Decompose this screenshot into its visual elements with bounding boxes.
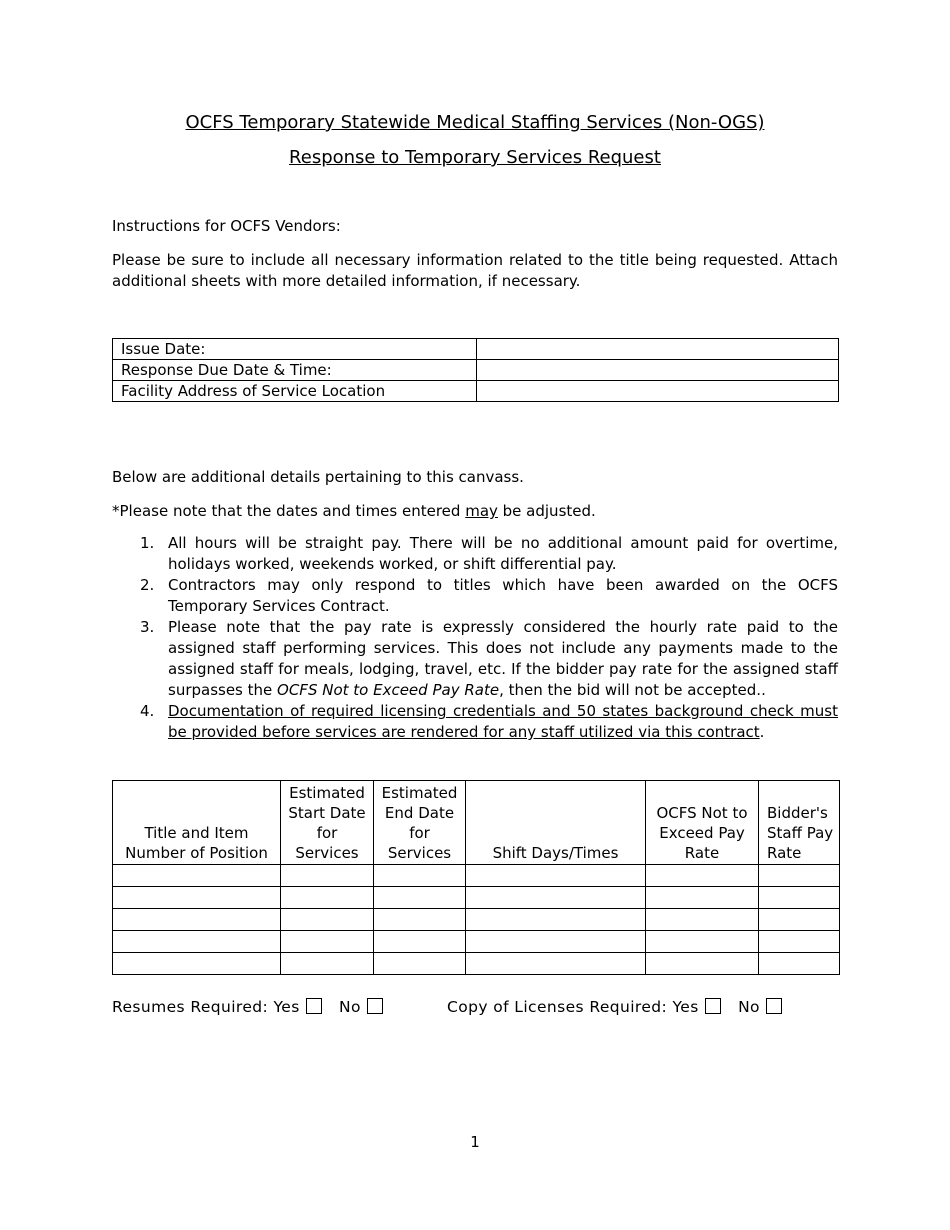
- note-text: All hours will be straight pay. There will be no additional amount paid for overtime, holidays worked, weekends worked, or shift differential pay.: [168, 534, 838, 573]
- resumes-required: [112, 996, 385, 1018]
- list-number: 1.: [140, 534, 155, 552]
- licenses-no-checkbox[interactable]: [766, 998, 782, 1014]
- table-cell[interactable]: [466, 865, 646, 887]
- table-cell[interactable]: [374, 931, 466, 953]
- licenses-required-label: Copy of Licenses Required:: [447, 998, 668, 1016]
- table-cell[interactable]: [759, 953, 840, 975]
- table-cell[interactable]: [281, 953, 374, 975]
- table-cell[interactable]: [646, 953, 759, 975]
- table-cell[interactable]: [646, 865, 759, 887]
- note-underlined-text: Documentation of required licensing credentials and 50 states background check must be provided before services are rendered for any staff utilized via this contract: [168, 702, 838, 741]
- list-item: [112, 617, 838, 701]
- issue-date-field[interactable]: [477, 339, 839, 360]
- details-intro: Below are additional details pertaining to this canvass.: [112, 468, 524, 486]
- note-italic-term: OCFS Not to Exceed Pay Rate: [277, 681, 500, 699]
- table-cell[interactable]: [374, 865, 466, 887]
- no-label: No: [738, 998, 760, 1016]
- list-item: [112, 701, 838, 743]
- resumes-yes-checkbox[interactable]: [306, 998, 322, 1014]
- table-cell[interactable]: [646, 931, 759, 953]
- resumes-no-checkbox[interactable]: [367, 998, 383, 1014]
- note-text-after: , then the bid will not be accepted..: [499, 681, 766, 699]
- table-cell[interactable]: [759, 931, 840, 953]
- note-text-after: .: [759, 723, 765, 741]
- table-cell[interactable]: [759, 865, 840, 887]
- table-row: [113, 909, 840, 931]
- response-due-field[interactable]: [477, 360, 839, 381]
- resumes-required-label: Resumes Required:: [112, 998, 269, 1016]
- document-title: OCFS Temporary Statewide Medical Staffing Services (Non-OGS): [185, 112, 765, 133]
- table-cell[interactable]: [646, 887, 759, 909]
- page-number: 1: [470, 1133, 480, 1151]
- table-cell[interactable]: [281, 887, 374, 909]
- issue-date-label: Issue Date:: [113, 339, 477, 360]
- col-shift-days: Shift Days/Times: [466, 781, 646, 865]
- list-number: 4.: [140, 702, 155, 720]
- table-cell[interactable]: [759, 887, 840, 909]
- licenses-yes-checkbox[interactable]: [705, 998, 721, 1014]
- facility-address-field[interactable]: [477, 381, 839, 402]
- col-start-date: Estimated Start Date for Services: [281, 781, 374, 865]
- table-cell[interactable]: [113, 909, 281, 931]
- table-cell[interactable]: [281, 931, 374, 953]
- table-cell[interactable]: [466, 887, 646, 909]
- col-ocfs-pay-rate: OCFS Not to Exceed Pay Rate: [646, 781, 759, 865]
- request-info-table: [112, 338, 839, 402]
- list-item: [112, 575, 838, 617]
- col-bidder-pay-rate: Bidder's Staff Pay Rate: [759, 781, 840, 865]
- table-row: [113, 887, 840, 909]
- table-cell[interactable]: [113, 953, 281, 975]
- licenses-required: [447, 996, 784, 1018]
- table-cell[interactable]: [466, 931, 646, 953]
- table-cell[interactable]: [281, 865, 374, 887]
- table-cell[interactable]: [466, 909, 646, 931]
- positions-table: [112, 780, 840, 975]
- dates-note: [112, 501, 838, 522]
- table-cell[interactable]: [374, 953, 466, 975]
- no-label: No: [339, 998, 361, 1016]
- table-row: [113, 381, 839, 402]
- table-row: [113, 931, 840, 953]
- note-text: Contractors may only respond to titles which have been awarded on the OCFS Temporary Services Contract.: [168, 576, 838, 615]
- table-row: [113, 339, 839, 360]
- table-row: [113, 953, 840, 975]
- table-cell[interactable]: [113, 865, 281, 887]
- col-end-date: Estimated End Date for Services: [374, 781, 466, 865]
- table-cell[interactable]: [113, 931, 281, 953]
- list-number: 2.: [140, 576, 155, 594]
- notes-list: [112, 533, 838, 743]
- response-due-label: Response Due Date & Time:: [113, 360, 477, 381]
- table-cell[interactable]: [374, 909, 466, 931]
- dates-note-suffix: be adjusted.: [497, 502, 596, 520]
- list-number: 3.: [140, 618, 155, 636]
- dates-note-emphasis: may: [465, 502, 498, 520]
- table-row: [113, 360, 839, 381]
- table-cell[interactable]: [646, 909, 759, 931]
- table-cell[interactable]: [281, 909, 374, 931]
- yes-label: Yes: [672, 998, 699, 1016]
- document-subtitle: Response to Temporary Services Request: [289, 147, 661, 168]
- instructions-heading: Instructions for OCFS Vendors:: [112, 217, 341, 235]
- note-text: Please note that the pay rate is expressly considered the hourly rate paid to the assigned staff performing services. This does not include any payments made to the assigned staff for meals, lodging, travel, etc. If the bidder pay rate for the assigned staff surpasses the: [168, 618, 838, 699]
- col-title-position: Title and Item Number of Position: [113, 781, 281, 865]
- table-cell[interactable]: [759, 909, 840, 931]
- table-cell[interactable]: [466, 953, 646, 975]
- yes-label: Yes: [273, 998, 300, 1016]
- instructions-body: Please be sure to include all necessary information related to the title being requested. Attach additional sheets with more detailed information, if necessary.: [112, 251, 838, 290]
- table-header-row: [113, 781, 840, 865]
- table-row: [113, 865, 840, 887]
- list-item: [112, 533, 838, 575]
- dates-note-prefix: *Please note that the dates and times entered: [112, 502, 466, 520]
- table-cell[interactable]: [374, 887, 466, 909]
- table-cell[interactable]: [113, 887, 281, 909]
- facility-address-label: Facility Address of Service Location: [113, 381, 477, 402]
